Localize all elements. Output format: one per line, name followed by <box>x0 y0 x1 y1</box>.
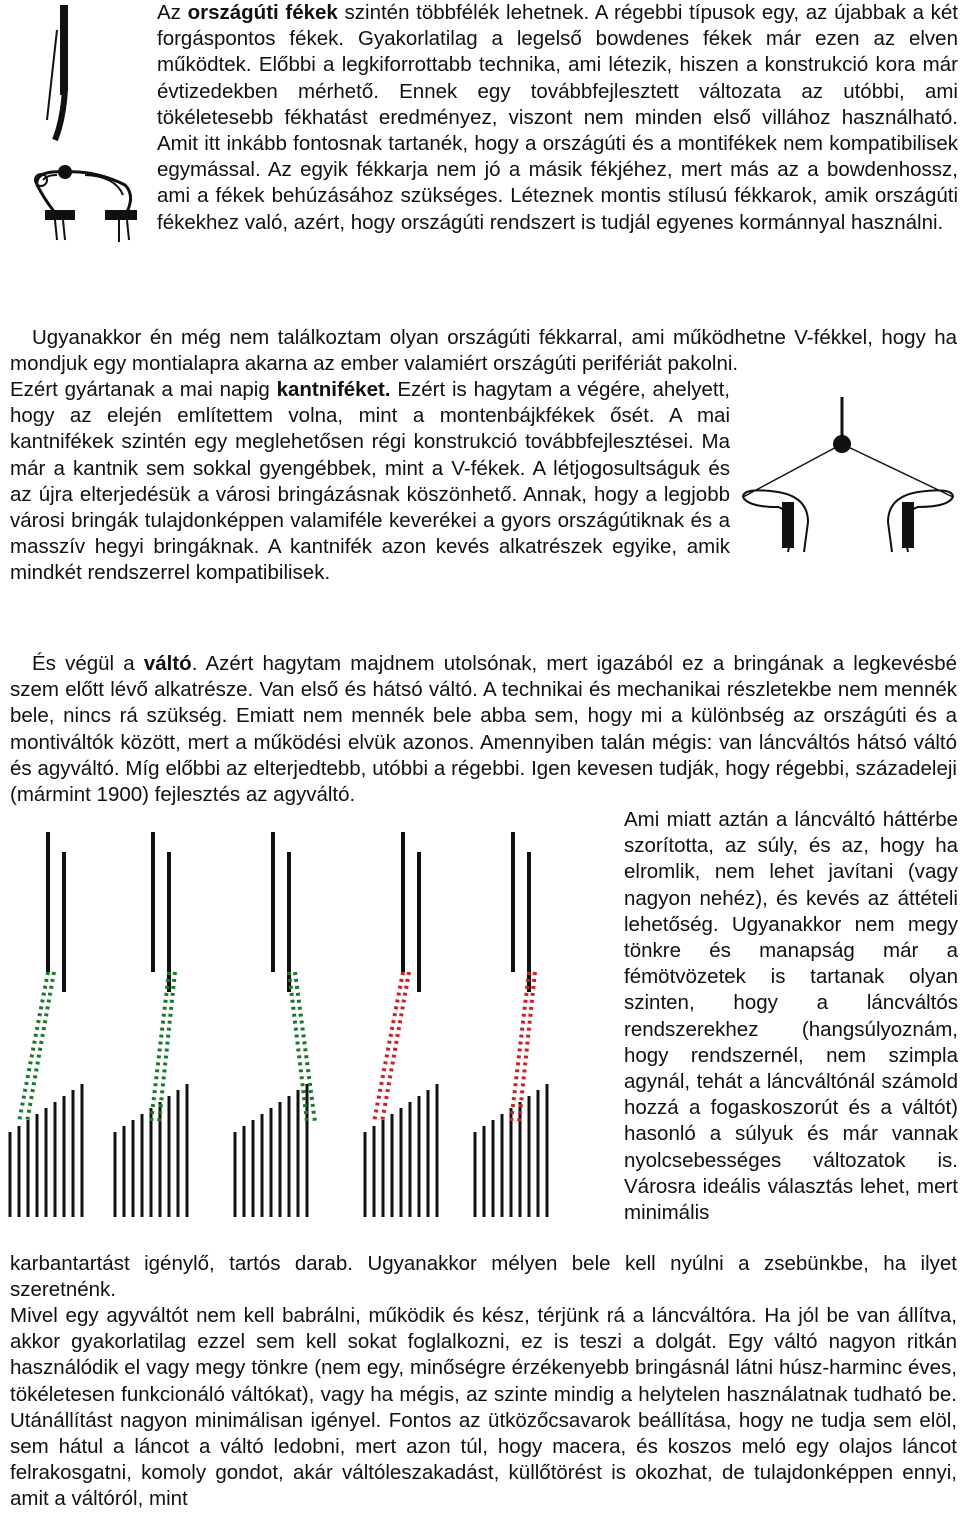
text-span: Az <box>157 1 188 24</box>
bold-term: váltó <box>143 652 192 675</box>
chainline-illustration <box>0 822 615 1222</box>
derailleur-paragraph: Mivel egy agyváltót nem kell babrálni, működik és kész, térjünk rá a láncváltóra. Ha jól be van állítva, akkor gyakorlatilag ezzel sem kell sokat foglalkozni, ez is teszi a dolgát. Egy váltó nagyon ritkán használódik el vagy megy tönkre (nem egy, minőségre érzékenyebb bringásnál látni húsz-harminc éves, tökéletesen funkcionáló váltókat), vagy ha mégis, az szinte mindig a helytelen használatnak tudható be. Utánállítást nagyon minimálisan igényel. Fontos az ütközőcsavarok beállítása, hogy ne tudja sem elöl, sem hátul a láncot a váltó ledobni, mert azon túl, hogy macera, és koszos meló egy olajos láncot felrakosgatni, komoly gondot, akár váltóleszakadást, küllőtörést is okozhat, de tulajdonképpen ennyi, amit a váltóról, mint <box>10 1304 957 1511</box>
cantilever-paragraph <box>10 377 730 587</box>
hub-gear-sidebar-text: Ami miatt aztán a láncváltó háttérbe szorította, az súly, és az, hogy ha elromlik, nem lehet javítani (vagy nagyon nehéz), és kevés az áttételi lehetőség. Ugyanakkor nem megy tönkre és manapság már a fémötvözetek is tartanak olyan szinten, hogy a láncváltós rendszerekhez (hangsúlyoznám, hogy rendszernél, nem szimpla agynál, tehát a láncváltónál számold hozzá a fogaskoszorút és a váltót) hasonló a súlyuk és már vannak nyolcsebességes változatok is. Városra ideális választás lehet, mert minimális <box>624 808 958 1225</box>
chain-line <box>19 972 48 1122</box>
text-span: Ezért is hagytam a végére, ahelyett, hogy az elején említettem volna, mint a montenbájkfékek ősét. A mai kantnifékek szintén egy meglehetősen régi konstrukció továbbfejlesztései. Ma már a kantnik sem sokkal gyengébbek, mint a V-fékek. A létjogosultságuk és az újra elterjedésük a városi bringázásnak köszönhető. Annak, hogy a legjobb városi bringák tulajdonképpen valamiféle keverékei a gyors országútiknak és a masszív hegyi bringáknak. A kantnifék azon kevés alkatrészek egyike, amik mindkét rendszerrel kompatibilisek. <box>10 378 730 585</box>
text-span: Ugyanakkor én még nem találkoztam olyan országúti fékkarral, ami működhetne V-fékkel, hogy ha mondjuk egy montialapra akarna az ember valamiért országúti perifériát pakolni. <box>10 326 957 376</box>
bold-term: kantniféket. <box>276 378 391 401</box>
cantilever-brake-illustration <box>738 392 958 582</box>
text-span: És végül a <box>32 652 144 675</box>
compatibility-paragraph <box>10 325 957 377</box>
chain-line <box>374 972 403 1122</box>
text-span: szintén többfélék lehetnek. A régebbi típusok egy, az újabbak a két forgáspontos fékek. Gyakorlatilag a legelső bowdenes fékek már ezen az elven működtek. Előbbi a legkiforrottabb technika, ami létezik, hiszen a konstrukció kora már évtizedekben mérhető. Ennek egy továbbfejlesztett változata az utóbbi, ami tökéletesebb fékhatást eredményez, viszont nem minden első villához használható. Amit itt inkább fontosnak tartanék, hogy a országúti és a montifékek nem kompatibilisek egymással. Az egyik fékkarja nem jó a másik fékjéhez, mert más az a bowdenhossz, ami a fékek behúzásához szükséges. Léteznek montis stílusú fékkarok, amik országúti fékekhez való, azért, hogy országúti rendszert is tudjál egyenes kormánnyal használni. <box>157 1 958 234</box>
shifter-paragraph <box>10 651 957 808</box>
text-span: . Azért hagytam majdnem utolsónak, mert igazából ez a bringának a legkevésbé szem előtt lévő alkatrésze. Van első és hátsó váltó. A technikai és mechanikai részletekbe nem mennék bele, nincs rá szükség. Emiatt nem mennék bele abba sem, hogy mi a különbség az országúti és a montiváltók között, mert a működési elvük azonos. Amennyiben talán mégis: van láncváltós hátsó váltó és agyváltó. Míg előbbi az elterjedtebb, utóbbi a régebbi. Igen kevesen tudják, hogy régebbi, századeleji (mármint 1900) fejlesztés az agyváltó. <box>10 652 957 807</box>
road-brake-illustration <box>25 0 145 250</box>
road-brakes-paragraph <box>157 0 958 236</box>
chain-line <box>382 972 409 1122</box>
text-span: Ezért gyártanak a mai napig <box>10 378 277 401</box>
bold-term: országúti fékek <box>187 1 338 24</box>
hub-gear-continued-text: karbantartást igénylő, tartós darab. Ugyanakkor mélyen bele kell nyúlni a zsebünkbe, ha ilyet szeretnénk. <box>10 1252 957 1302</box>
chain-line <box>27 972 54 1122</box>
